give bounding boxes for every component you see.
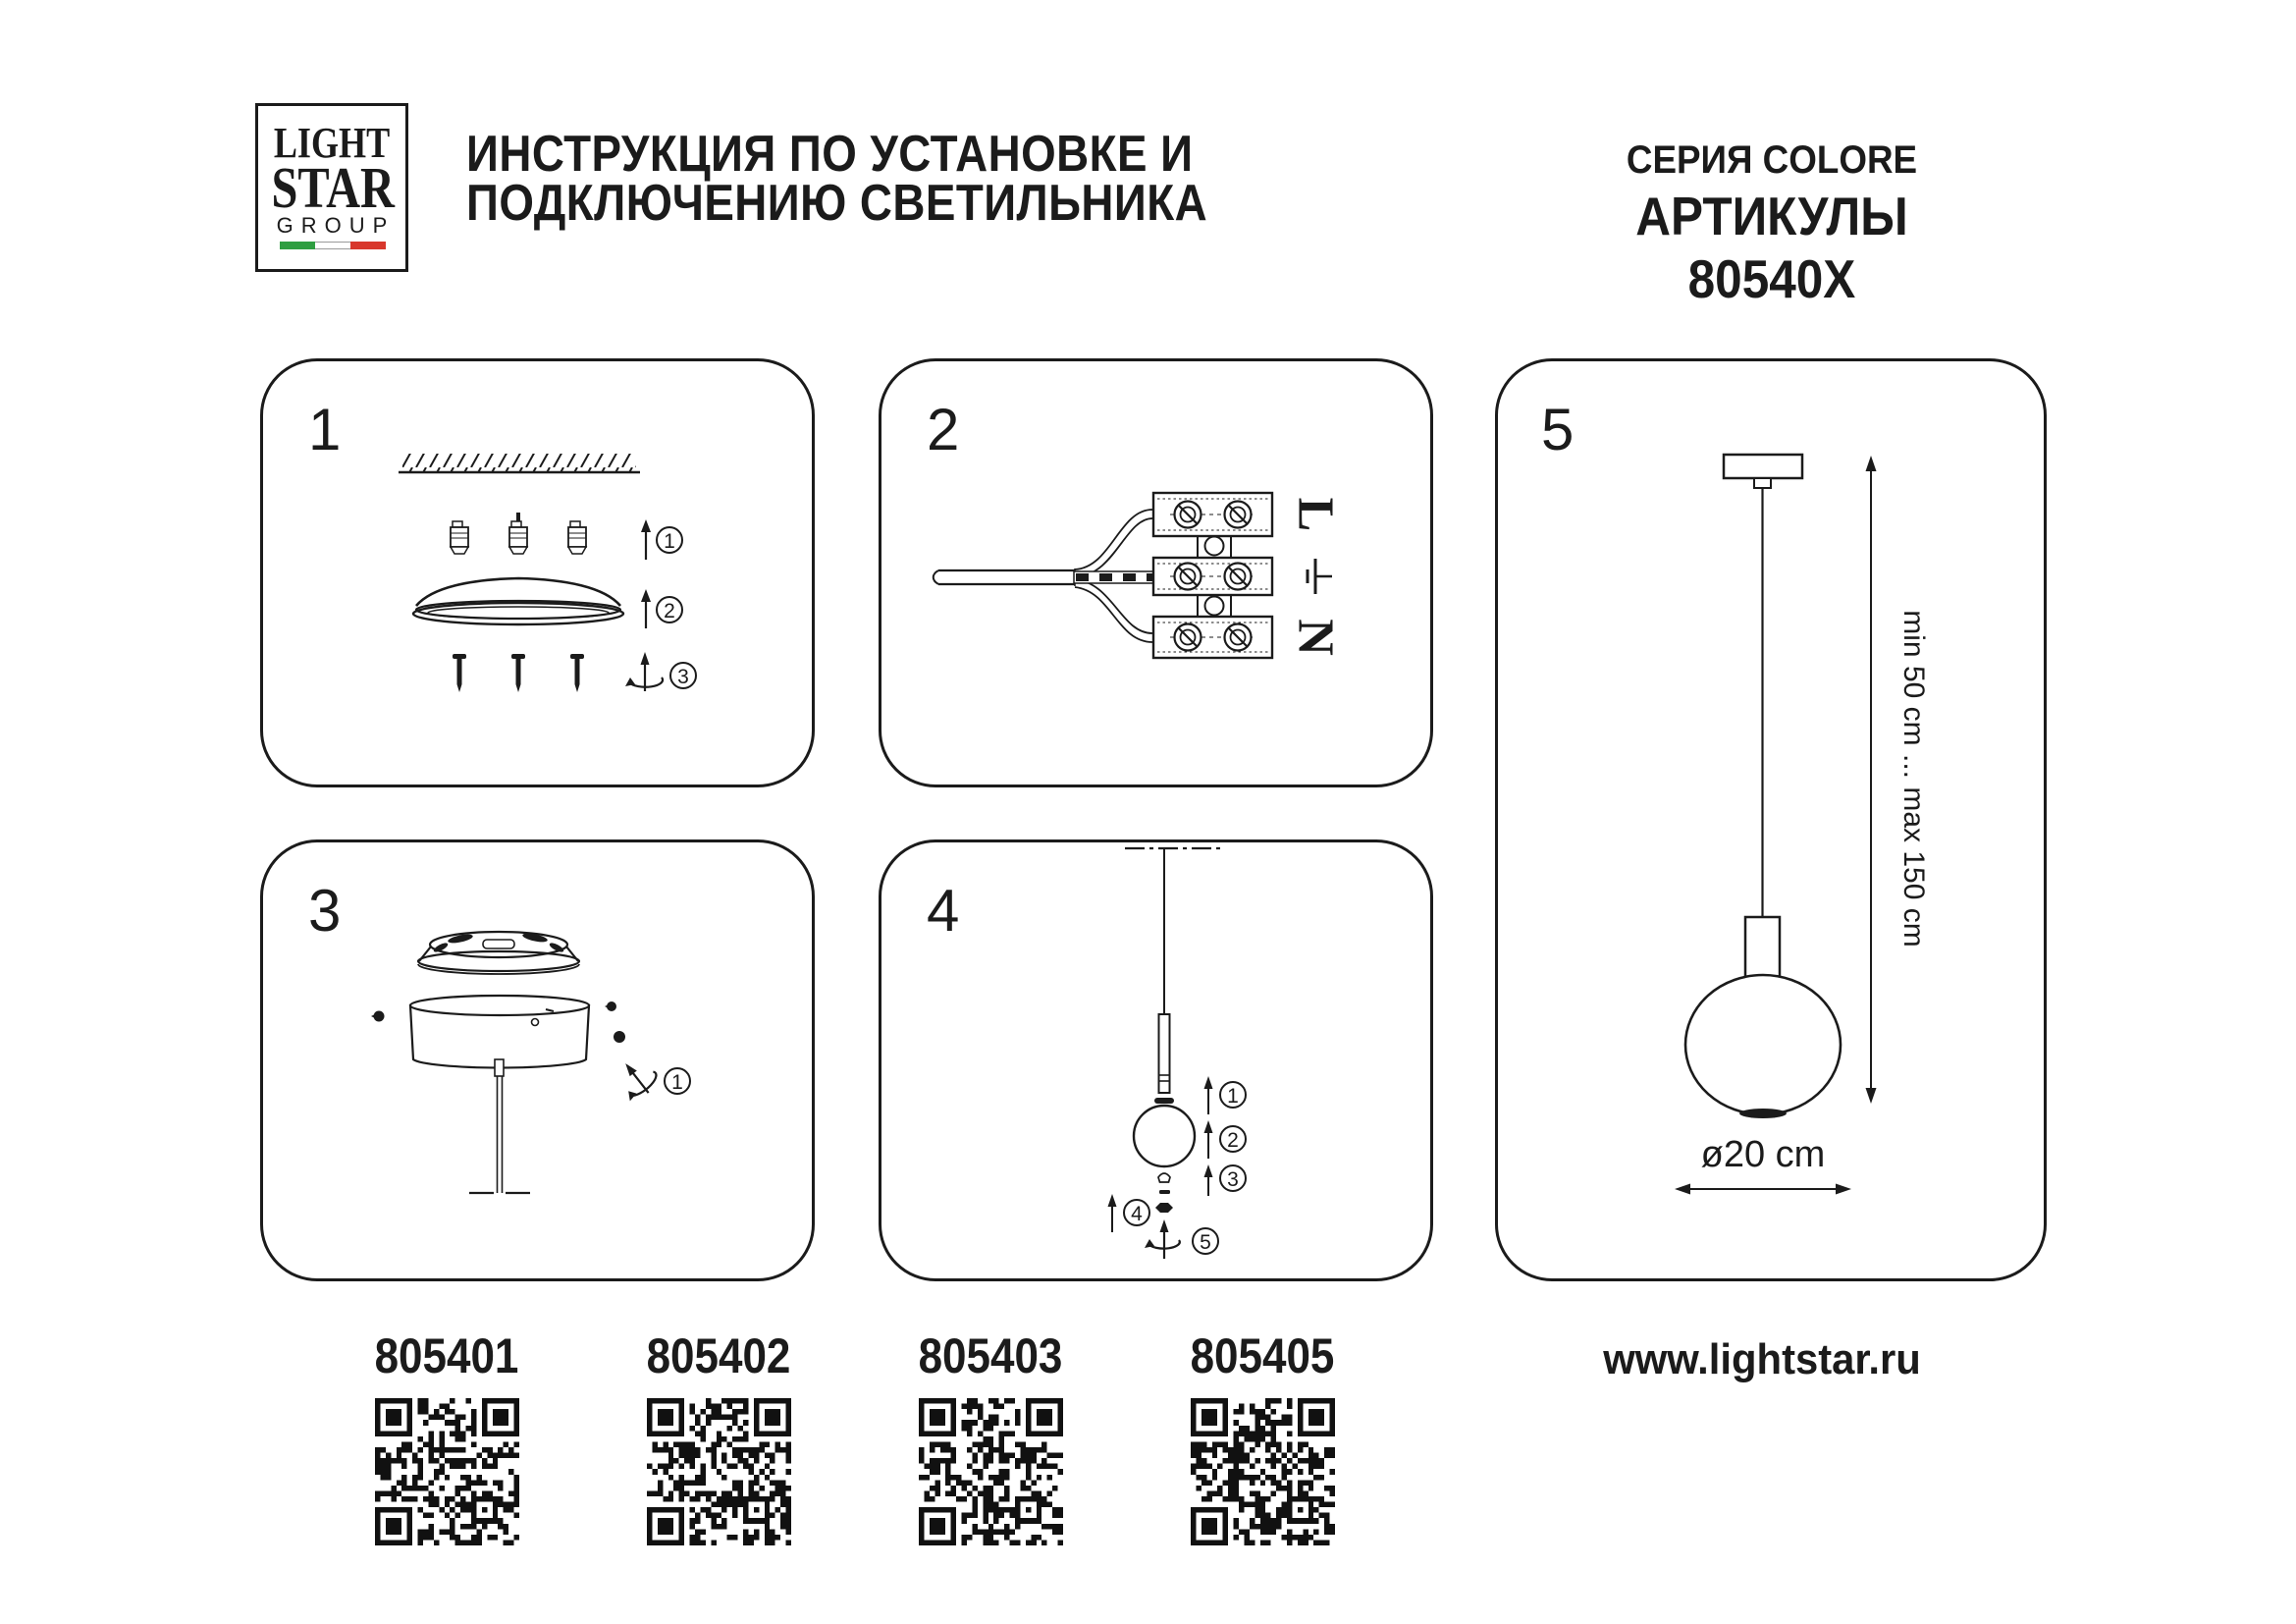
series-label: СЕРИЯ COLORE [1626, 138, 1918, 182]
svg-text:1: 1 [1227, 1085, 1239, 1108]
svg-text:3: 3 [677, 666, 689, 688]
article-code: 805405 [1190, 1328, 1335, 1383]
logo-word-star: STAR [271, 155, 395, 220]
article-805402 [611, 1327, 827, 1550]
step-marker [1193, 1228, 1218, 1254]
suspension-rod-drawing [469, 1059, 530, 1193]
step-marker [665, 1068, 690, 1094]
step-4-diagram [881, 842, 1436, 1284]
step-2-diagram [881, 361, 1436, 790]
arrow-up-icon [1108, 1194, 1117, 1232]
step-marker [1220, 1165, 1246, 1191]
arrow-up-icon [1204, 1120, 1213, 1159]
screws [453, 654, 584, 692]
step-number: 4 [927, 878, 960, 944]
step-5-diagram [1498, 361, 2050, 1284]
article-code: 805402 [646, 1328, 791, 1383]
diameter-dimension [1675, 1134, 1851, 1195]
live-label: L [1287, 497, 1344, 532]
lightstar-logo [255, 103, 408, 272]
ground-symbol-icon [1308, 559, 1332, 594]
wall-anchors [451, 513, 586, 554]
step-5-panel [1495, 358, 2047, 1281]
lamp-housing-drawing [410, 996, 589, 1068]
step-2-panel [879, 358, 1433, 787]
step-1-diagram [263, 361, 818, 790]
article-805401 [339, 1327, 555, 1550]
rotate-arrow-icon [610, 1053, 662, 1105]
svg-text:3: 3 [1227, 1168, 1239, 1191]
terminal-block-drawing [1153, 493, 1272, 658]
flag-red-segment [350, 242, 386, 249]
arrow-up-icon [1204, 1164, 1213, 1196]
neutral-label: N [1287, 619, 1344, 656]
step-3-diagram [263, 842, 818, 1284]
svg-text:1: 1 [664, 530, 675, 553]
step-marker [657, 597, 682, 623]
svg-text:1: 1 [671, 1071, 683, 1094]
height-dimension [1866, 456, 1931, 1104]
rotate-arrow-icon [1145, 1219, 1180, 1259]
qr-code [647, 1398, 791, 1545]
article-805405 [1154, 1327, 1370, 1550]
article-code: 805403 [918, 1328, 1063, 1383]
title-line-2: ПОДКЛЮЧЕНИЮ СВЕТИЛЬНИКА [466, 175, 1208, 232]
pendant-lamp-drawing [1685, 455, 1841, 1118]
ceiling-hatch [399, 454, 640, 472]
pendant-assembly-drawing [1125, 848, 1221, 1213]
italian-flag-icon [280, 242, 386, 249]
step-number: 1 [308, 397, 342, 462]
step-number: 3 [308, 878, 342, 944]
arrow-up-icon [1204, 1076, 1213, 1114]
step-number: 2 [927, 397, 960, 462]
flag-white-segment [315, 242, 350, 249]
ceiling-canopy-drawing [413, 578, 623, 624]
website-url: www.lightstar.ru [1603, 1335, 1921, 1383]
step-marker [1124, 1200, 1149, 1225]
article-805403 [882, 1327, 1098, 1550]
step-marker [670, 663, 696, 688]
svg-text:5: 5 [1200, 1231, 1211, 1254]
qr-code [375, 1398, 519, 1545]
height-range-label: min 50 cm ... max 150 cm [1897, 610, 1930, 947]
title-line-1: ИНСТРУКЦИЯ ПО УСТАНОВКЕ И [466, 126, 1194, 183]
step-3-panel [260, 839, 815, 1281]
svg-text:2: 2 [1227, 1129, 1239, 1152]
arrow-up-icon [641, 519, 651, 560]
step-marker [1220, 1126, 1246, 1152]
svg-text:2: 2 [664, 600, 675, 623]
logo-word-group: GROUP [276, 213, 396, 238]
step-marker [1220, 1082, 1246, 1108]
qr-code [919, 1398, 1063, 1545]
logo-word-light: LIGHT [273, 119, 391, 167]
mains-cable-drawing [934, 510, 1153, 642]
step-4-panel [879, 839, 1433, 1281]
diameter-label: ø20 cm [1700, 1134, 1826, 1175]
articles-label: АРТИКУЛЫ 80540X [1635, 186, 1908, 309]
flag-green-segment [280, 242, 315, 249]
qr-code [1191, 1398, 1335, 1545]
canopy-top-drawing [418, 932, 579, 974]
rotate-arrow-icon [625, 652, 663, 691]
page-title [466, 126, 1208, 232]
step-number: 5 [1541, 397, 1575, 462]
svg-text:4: 4 [1131, 1203, 1143, 1225]
arrow-up-icon [641, 589, 651, 628]
step-marker [657, 527, 682, 553]
step-1-panel [260, 358, 815, 787]
article-code: 805401 [374, 1328, 519, 1383]
